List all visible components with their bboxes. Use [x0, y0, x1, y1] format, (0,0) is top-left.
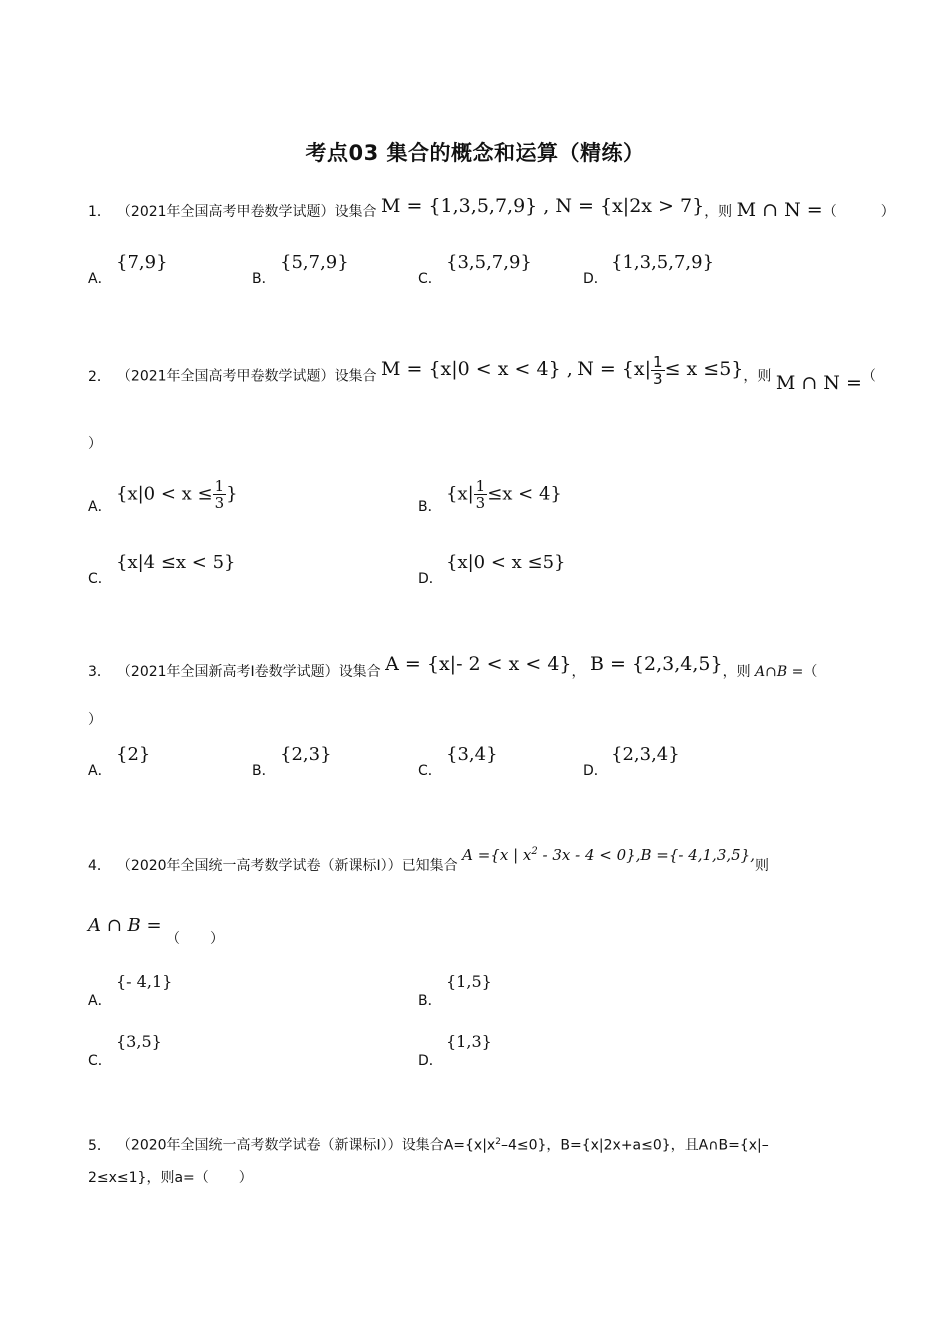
fraction-one-third: $\frac{1}{3}$ [653, 353, 663, 388]
q3-option-d[interactable]: D． {2,3,4} [583, 744, 680, 779]
q1-option-c[interactable]: C． {3,5,7,9} [418, 252, 532, 287]
question-2-formula-m: M = {x|0 < x < 4} , [381, 357, 573, 380]
question-4-line2: A ∩ B = （ ） [88, 915, 225, 947]
q3-option-c[interactable]: C． {3,4} [418, 744, 498, 779]
q2-option-b[interactable]: B． {x| $\frac{1}{3}$ ≤x < 4} [418, 477, 562, 515]
question-3: 3． （2021年全国新高考Ⅰ卷数学试题）设集合 A = {x|- 2 < x < 4}， B = {2,3,4,5}，则 A∩B =（ [88, 653, 818, 680]
question-5: 5． （2020年全国统一高考数学试卷（新课标Ⅰ））设集合$A=\{x|x^2-4\le 0\}$，B={x|2x+a≤0}，且A∩B={x|– [88, 1137, 769, 1154]
question-1: 1． （2021年全国高考甲卷数学试题）设集合 M = {1,3,5,7,9} , N = {x|2x > 7}，则 M ∩ N =（ ） [88, 195, 895, 221]
q1-option-b[interactable]: B． {5,7,9} [252, 252, 349, 287]
question-2: 2． （2021年全国高考甲卷数学试题）设集合 M = {x|0 < x < 4} , N = {x| $\frac{1}{3}$ ≤ x ≤5}，则 M ∩ N =（ [88, 353, 876, 394]
q4-option-d[interactable]: D． {1,3} [418, 1032, 492, 1069]
q3-option-b[interactable]: B． {2,3} [252, 744, 332, 779]
q1-option-d[interactable]: D． {1,3,5,7,9} [583, 252, 715, 287]
question-2-paren-close: ） [88, 436, 102, 452]
question-1-formula: M = {1,3,5,7,9} , N = {x|2x > 7} [381, 195, 705, 217]
q2-option-d[interactable]: D． {x|0 < x ≤5} [418, 552, 566, 587]
q2-option-c[interactable]: C． {x|4 ≤x < 5} [88, 552, 236, 587]
question-3-paren-close: ） [88, 712, 102, 728]
q1-option-a[interactable]: A． {7,9} [88, 252, 168, 287]
question-4: 4． （2020年全国统一高考数学试卷（新课标Ⅰ））已知集合 A ={x | $x^2 - 3x - 4 < 0\},B$ ={- 4,1,3,5},则 [88, 846, 769, 874]
page-title: 考点03 集合的概念和运算（精练） [305, 141, 645, 165]
q4-option-c[interactable]: C． {3,5} [88, 1032, 162, 1069]
q4-option-b[interactable]: B． {1,5} [418, 972, 492, 1009]
q3-option-a[interactable]: A． {2} [88, 744, 151, 779]
q4-option-a[interactable]: A． {- 4,1} [88, 972, 173, 1009]
q2-option-a[interactable]: A． {x|0 < x ≤ $\frac{1}{3}$ } [88, 477, 238, 515]
question-5-line2: 2≤x≤1}，则a=（ ） [88, 1170, 253, 1186]
